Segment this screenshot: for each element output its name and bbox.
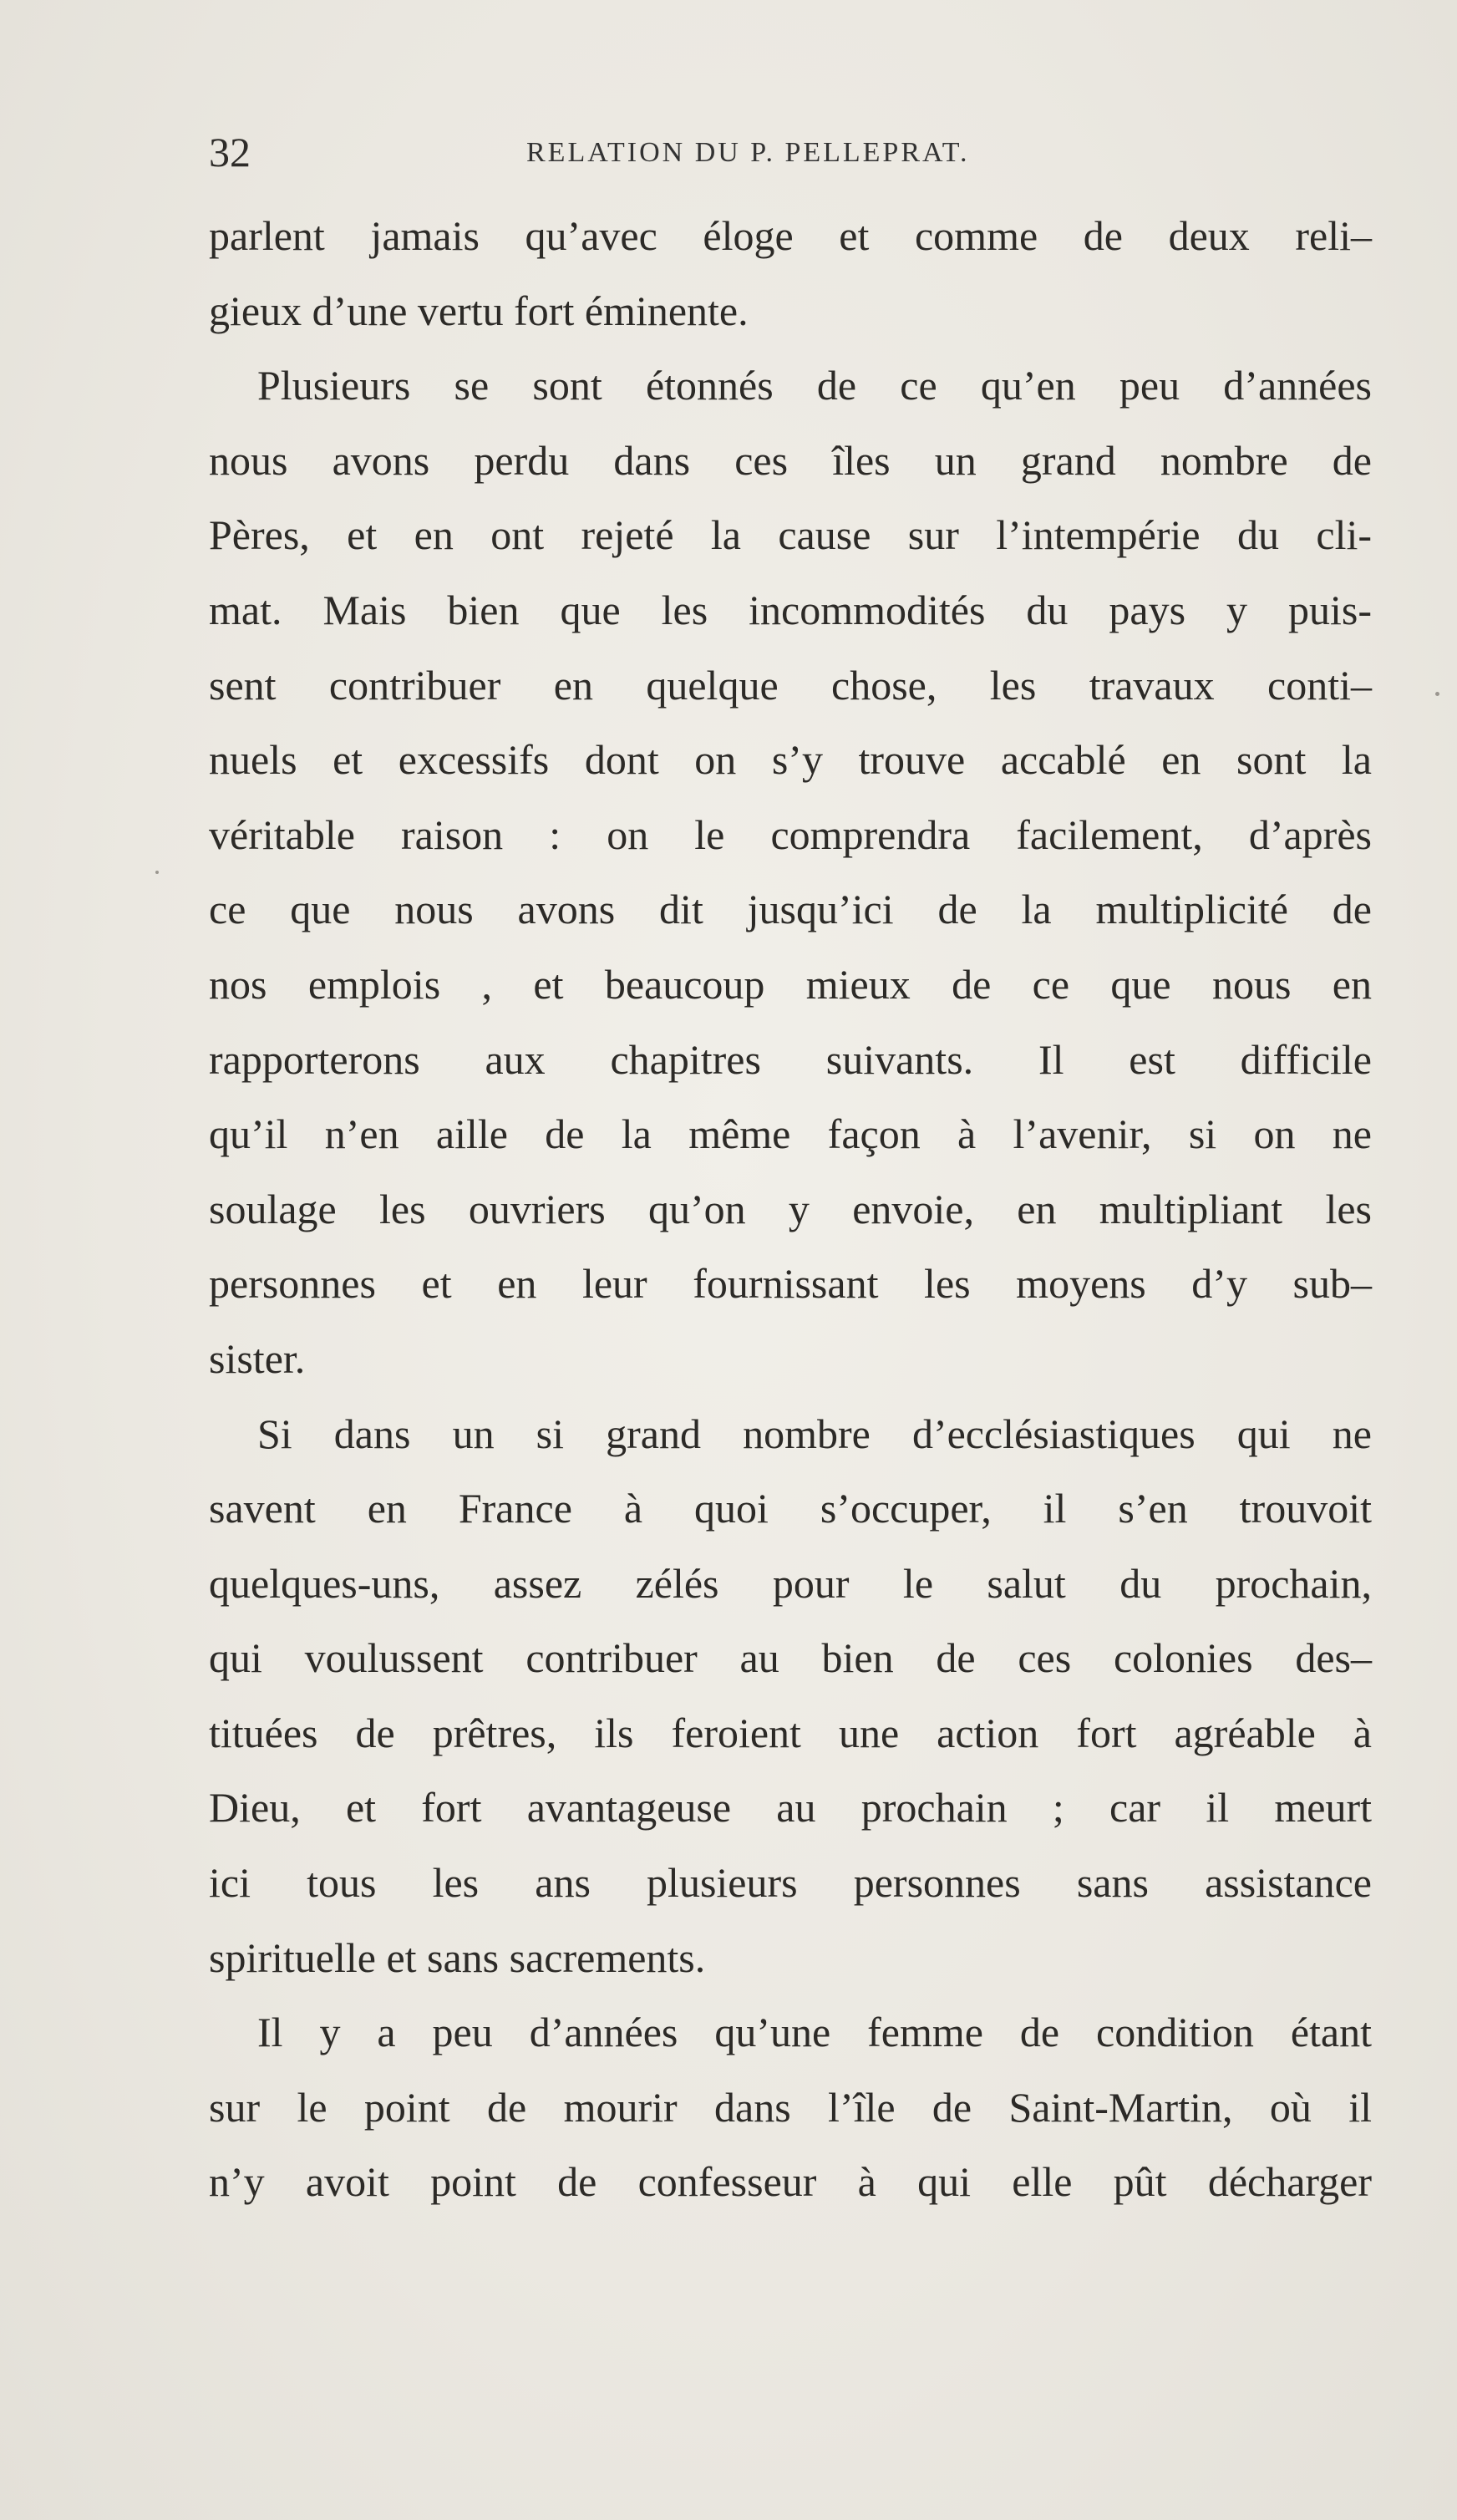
- text-line: ici tous les ans plusieurs personnes sans assistance: [209, 1859, 1372, 1907]
- text-line: quelques-uns, assez zélés pour le salut du prochain,: [209, 1559, 1372, 1607]
- running-title: RELATION DU P. PELLEPRAT.: [526, 137, 970, 168]
- text-line: nous avons perdu dans ces îles un grand nombre de: [209, 436, 1372, 484]
- paper-speck: [155, 871, 159, 874]
- page-number: 32: [209, 129, 251, 175]
- text-line: parlent jamais qu’avec éloge et comme de deux reli–: [209, 212, 1372, 259]
- text-line: Il y a peu d’années qu’une femme de condition étant: [257, 2009, 1372, 2056]
- text-line: Plusieurs se sont étonnés de ce qu’en peu d’années: [257, 362, 1372, 409]
- text-line: sur le point de mourir dans l’île de Saint-Martin, où il: [209, 2083, 1372, 2131]
- text-line: savent en France à quoi s’occuper, il s’en trouvoit: [209, 1485, 1372, 1532]
- text-line: qui voulussent contribuer au bien de ces colonies des–: [209, 1634, 1372, 1682]
- text-line: tituées de prêtres, ils feroient une action fort agréable à: [209, 1709, 1372, 1756]
- text-line: soulage les ouvriers qu’on y envoie, en multipliant les: [209, 1185, 1372, 1232]
- text-line: nuels et excessifs dont on s’y trouve accablé en sont la: [209, 736, 1372, 784]
- text-line: spirituelle et sans sacrements.: [209, 1933, 706, 1981]
- text-line: n’y avoit point de confesseur à qui elle pût décharger: [209, 2158, 1372, 2206]
- text-line: Si dans un si grand nombre d’ecclésiastiques qui ne: [257, 1410, 1372, 1457]
- text-line: mat. Mais bien que les incommodités du pays y puis-: [209, 586, 1372, 633]
- text-line: nos emplois , et beaucoup mieux de ce que nous en: [209, 960, 1372, 1008]
- text-line: gieux d’une vertu fort éminente.: [209, 287, 749, 334]
- text-line: sent contribuer en quelque chose, les travaux conti–: [209, 661, 1372, 709]
- body-text: [209, 199, 1372, 2220]
- text-line: sister.: [209, 1334, 306, 1382]
- paper-speck: [1435, 692, 1439, 696]
- text-line: véritable raison : on le comprendra facilement, d’après: [209, 810, 1372, 858]
- text-line: ce que nous avons dit jusqu’ici de la multiplicité de: [209, 886, 1372, 933]
- running-head: [209, 127, 1378, 177]
- text-line: personnes et en leur fournissant les moyens d’y sub–: [209, 1260, 1372, 1308]
- text-line: Dieu, et fort avantageuse au prochain ; car il meurt: [209, 1784, 1372, 1832]
- text-line: qu’il n’en aille de la même façon à l’avenir, si on ne: [209, 1110, 1372, 1158]
- text-line: Pères, et en ont rejeté la cause sur l’intempérie du cli-: [209, 511, 1372, 559]
- text-line: rapporterons aux chapitres suivants. Il est difficile: [209, 1035, 1372, 1083]
